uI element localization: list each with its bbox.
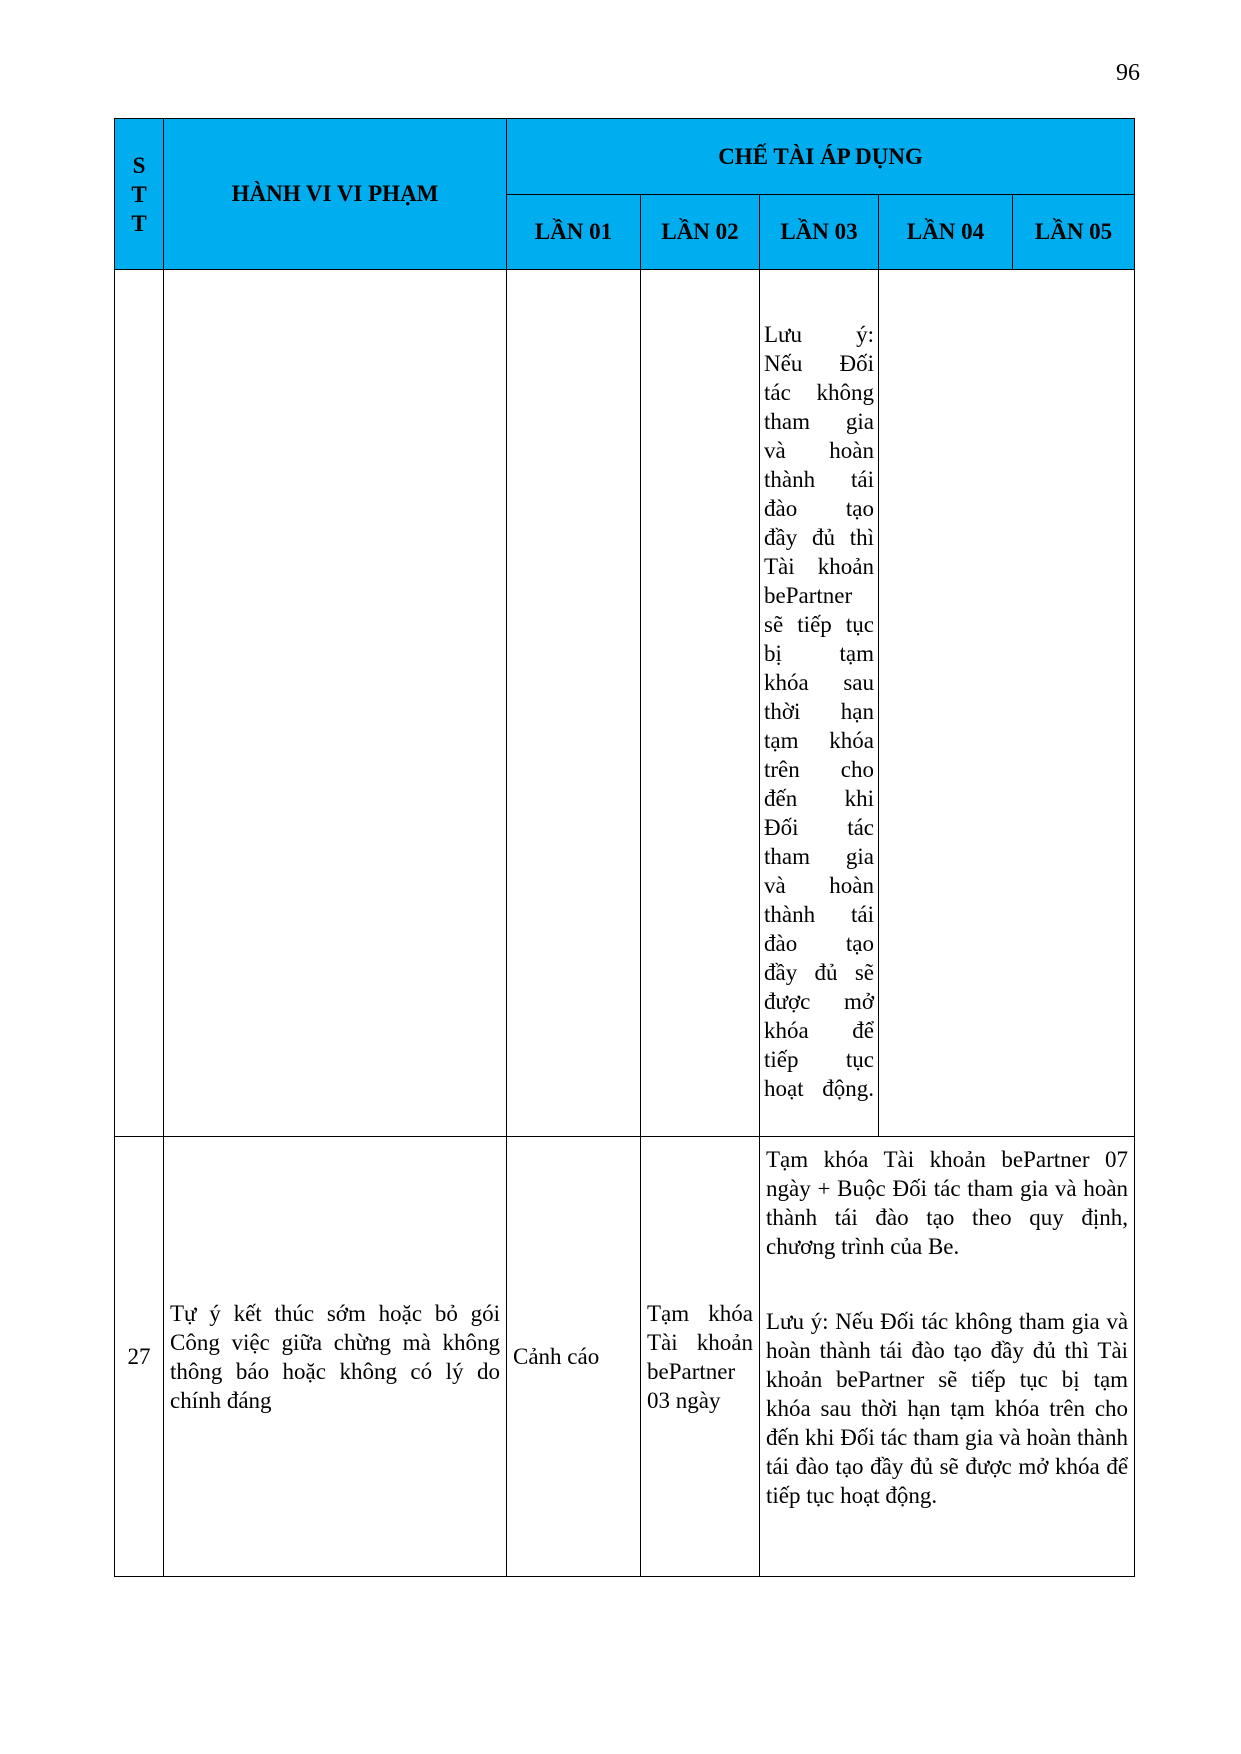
lan-02-header: LẦN 02 <box>641 195 760 270</box>
note-line: được mở <box>764 989 874 1014</box>
note-line: đầy đủ thì <box>764 525 874 550</box>
note-line: thành tái <box>764 902 874 927</box>
note-line: tiếp tục <box>764 1047 874 1072</box>
lan03-note-cell <box>760 270 879 1137</box>
note-line: bị tạm <box>764 641 874 666</box>
violation-cell: Tự ý kết thúc sớm hoặc bỏ gói Công việc giữa chừng mà không thông báo hoặc không có lý do chính đáng <box>164 1137 507 1577</box>
note-line: hoạt động. <box>764 1076 874 1101</box>
stt-header: S T T <box>115 119 164 270</box>
lan03-note-text: Lưu ý: Nếu Đối tác không tham gia và hoàn thành tái đào tạo đầy đủ thì Tài khoản bePartner sẽ tiếp tục bị tạm khóa sau thời hạn tạm khóa trên cho đến khi Đối tác tham gia và hoàn thành tái đào tạo đầy đủ sẽ được mở khóa để tiếp tục hoạt động. <box>766 1309 1129 1508</box>
lan-04-header: LẦN 04 <box>879 195 1013 270</box>
lan03-note <box>760 270 878 1117</box>
note-line: khóa để <box>764 1018 874 1043</box>
stt-cell-empty <box>115 270 164 1137</box>
note-line: tham gia <box>764 409 874 434</box>
note-line: trên cho <box>764 757 874 782</box>
note-line: bePartner <box>764 583 853 608</box>
violation-cell-empty <box>164 270 507 1137</box>
note-line: đào tạo <box>764 496 874 521</box>
page-number: 96 <box>1116 60 1140 86</box>
note-line: đến khi <box>764 786 874 811</box>
table-row-continued <box>115 270 1135 1137</box>
lan-03-header: LẦN 03 <box>760 195 879 270</box>
lan01-cell-empty <box>507 270 641 1137</box>
note-line: thành tái <box>764 467 874 492</box>
note-line: Tài khoản <box>764 554 874 579</box>
lan04-05-cell-empty <box>879 270 1135 1137</box>
note-line: sẽ tiếp tục <box>764 612 874 637</box>
sanctions-title-header: CHẾ TÀI ÁP DỤNG <box>507 119 1135 195</box>
stt-cell: 27 <box>115 1137 164 1577</box>
table-row-27 <box>115 1137 1135 1577</box>
lan03-05-cell <box>760 1137 1135 1577</box>
sanctions-table <box>114 118 1135 1577</box>
note-line: và hoàn <box>764 873 874 898</box>
note-line: Đối tác <box>764 815 874 840</box>
lan01-cell: Cảnh cáo <box>507 1137 641 1577</box>
note-line: tác không <box>764 380 874 405</box>
lan03-main-text: Tạm khóa Tài khoản bePartner 07 ngày + Buộc Đối tác tham gia và hoàn thành tái đào tạo theo quy định, chương trình của Be. <box>766 1147 1129 1259</box>
lan02-cell-empty <box>641 270 760 1137</box>
lan02-cell: Tạm khóa Tài khoản bePartner 03 ngày <box>641 1137 760 1577</box>
note-line: đào tạo <box>764 931 874 956</box>
note-line: tham gia <box>764 844 874 869</box>
note-line: đầy đủ sẽ <box>764 960 874 985</box>
note-line: Nếu Đối <box>764 351 874 376</box>
note-line: thời hạn <box>764 699 874 724</box>
note-line: và hoàn <box>764 438 874 463</box>
violation-header: HÀNH VI VI PHẠM <box>164 119 507 270</box>
note-line: tạm khóa <box>764 728 874 753</box>
note-line: khóa sau <box>764 670 874 695</box>
note-line: Lưu ý: <box>764 322 874 347</box>
lan-01-header: LẦN 01 <box>507 195 641 270</box>
lan-05-header: LẦN 05 <box>1013 195 1135 270</box>
